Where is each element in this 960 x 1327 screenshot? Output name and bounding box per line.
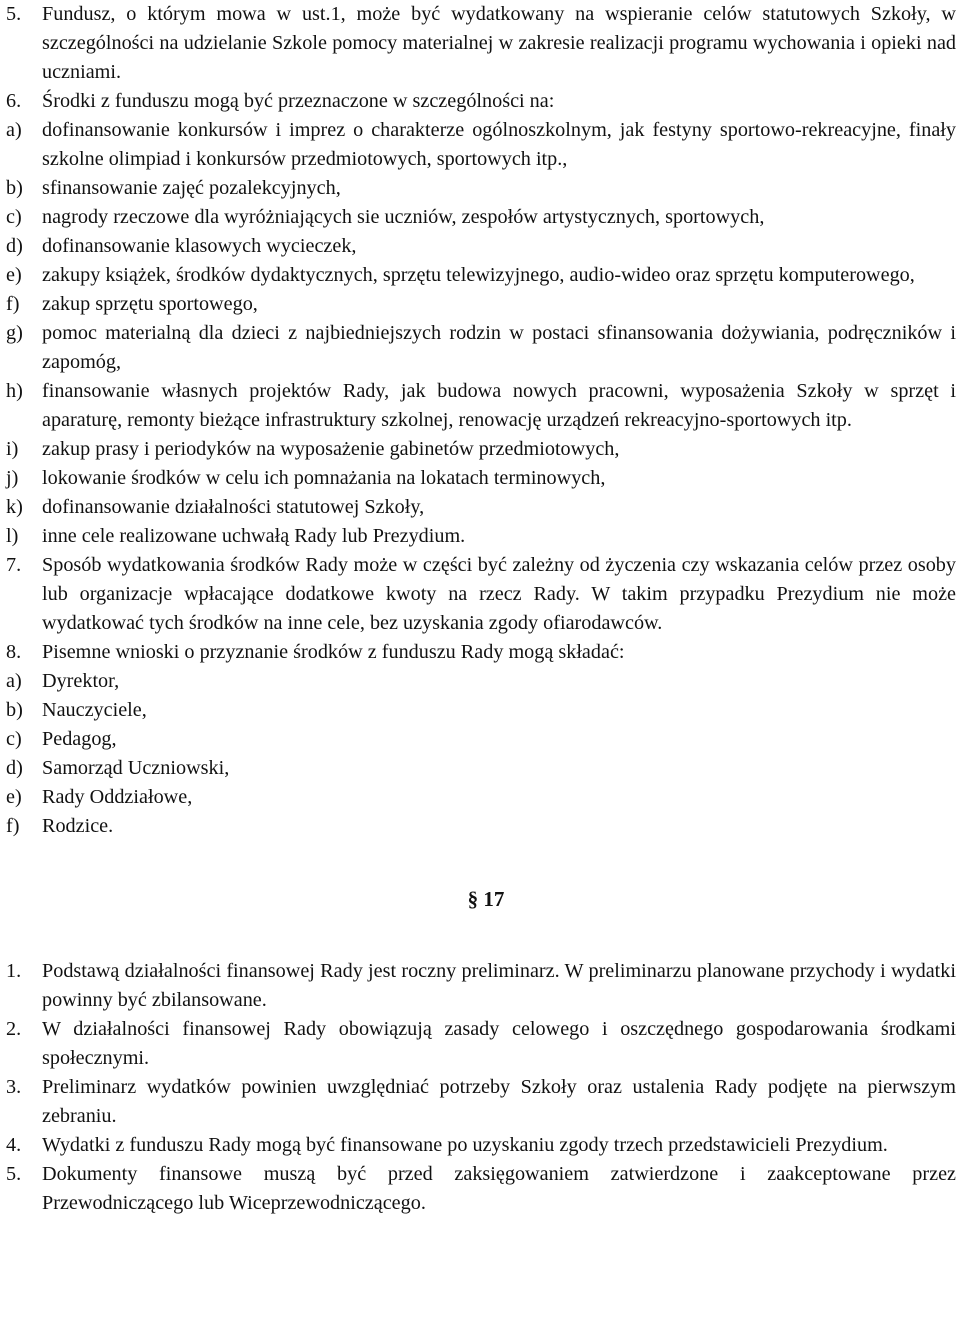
list-item-text: zakup sprzętu sportowego,	[42, 293, 258, 315]
list-item-marker: a)	[6, 670, 22, 692]
list-item-marker: i)	[6, 438, 19, 460]
list-item-text: pomoc materialną dla dzieci z najbiedniejszych rodzin w postaci sfinansowania dożywiania, podręczników i zapomóg,	[42, 322, 956, 373]
list-item	[0, 319, 960, 377]
list-item-text: finansowanie własnych projektów Rady, jak budowa nowych pracowni, wyposażenia Szkoły w sprzęt i aparaturę, remonty bieżące infrastruktury szkolnej, renowację urządzeń rekreacyjno-sportowych itp.	[42, 380, 956, 431]
list-item	[0, 493, 960, 522]
list-item-marker: f)	[6, 815, 20, 837]
list-item-text: dofinansowanie klasowych wycieczek,	[42, 235, 357, 257]
list-item	[0, 812, 960, 841]
list-item	[0, 754, 960, 783]
list-item-marker: g)	[6, 322, 23, 344]
list-item-text: Rodzice.	[42, 815, 114, 837]
list-item	[0, 290, 960, 319]
list-item-text: dofinansowanie konkursów i imprez o charakterze ogólnoszkolnym, jak festyny sportowo-rekreacyjne, finały szkolne olimpiad i konkursów przedmiotowych, sportowych itp.,	[42, 119, 956, 170]
list-item-marker: 2.	[6, 1018, 22, 1040]
list-item-marker: e)	[6, 786, 22, 808]
list-item-marker: b)	[6, 699, 23, 721]
list-item	[0, 1160, 960, 1218]
list-item-text: Pisemne wnioski o przyznanie środków z funduszu Rady mogą składać:	[42, 641, 625, 663]
list-item	[0, 435, 960, 464]
list-item-marker: 1.	[6, 960, 22, 982]
section-heading: § 17	[467, 887, 505, 911]
list-item-text: Nauczyciele,	[42, 699, 147, 721]
list-item	[0, 377, 960, 435]
list-item-marker: 5.	[6, 3, 22, 25]
list-item-marker: 4.	[6, 1134, 22, 1156]
list-item	[0, 725, 960, 754]
list-item-text: Dyrektor,	[42, 670, 120, 692]
list-item	[0, 522, 960, 551]
list-item-text: Pedagog,	[42, 728, 117, 750]
list-item-text: lokowanie środków w celu ich pomnażania na lokatach terminowych,	[42, 467, 606, 489]
list-item	[0, 203, 960, 232]
list-item	[0, 667, 960, 696]
list-item	[0, 232, 960, 261]
list-item	[0, 1131, 960, 1160]
list-item-marker: e)	[6, 264, 22, 286]
list-item-marker: l)	[6, 525, 19, 547]
list-item-text: dofinansowanie działalności statutowej Szkoły,	[42, 496, 425, 518]
list-item	[0, 116, 960, 174]
list-item-text: zakupy książek, środków dydaktycznych, sprzętu telewizyjnego, audio-wideo oraz sprzętu komputerowego,	[42, 264, 915, 286]
list-item-marker: k)	[6, 496, 23, 518]
list-item-text: Preliminarz wydatków powinien uwzględniać potrzeby Szkoły oraz ustalenia Rady podjęte na pierwszym zebraniu.	[42, 1076, 956, 1127]
list-item	[0, 957, 960, 1015]
list-item-marker: c)	[6, 728, 22, 750]
list-item-text: Sposób wydatkowania środków Rady może w części być zależny od życzenia czy wskazania celów przez osoby lub organizacje wpłacające dodatkowe kwoty na rzecz Rady. W takim przypadku Prezydium nie może wydatkować tych środków na inne cele, bez uzyskania zgody ofiarodawców.	[42, 554, 956, 634]
list-item-text: Podstawą działalności finansowej Rady jest roczny preliminarz. W preliminarzu planowane przychody i wydatki powinny być zbilansowane.	[42, 960, 956, 1011]
list-item-marker: d)	[6, 757, 23, 779]
list-item-marker: d)	[6, 235, 23, 257]
list-item-marker: h)	[6, 380, 23, 402]
list-item-marker: 3.	[6, 1076, 22, 1098]
financial-rules-list	[0, 957, 960, 1218]
list-item	[0, 464, 960, 493]
list-item-text: Fundusz, o którym mowa w ust.1, może być wydatkowany na wspieranie celów statutowych Szkoły, w szczególności na udzielanie Szkole pomocy materialnej w zakresie realizacji programu wychowania i opieki nad uczniami.	[42, 3, 956, 83]
list-item-marker: b)	[6, 177, 23, 199]
list-item-marker: 8.	[6, 641, 22, 663]
list-item-marker: 6.	[6, 90, 22, 112]
list-item-text: Samorząd Uczniowski,	[42, 757, 230, 779]
list-item-marker: 5.	[6, 1163, 22, 1185]
list-item	[0, 1073, 960, 1131]
list-item-marker: j)	[6, 467, 19, 489]
list-item-marker: a)	[6, 119, 22, 141]
list-item-text: zakup prasy i periodyków na wyposażenie gabinetów przedmiotowych,	[42, 438, 620, 460]
list-item-marker: f)	[6, 293, 20, 315]
list-item-text: sfinansowanie zajęć pozalekcyjnych,	[42, 177, 341, 199]
list-item	[0, 174, 960, 203]
list-item	[0, 783, 960, 812]
list-item	[0, 0, 960, 87]
list-item	[0, 261, 960, 290]
list-item-text: Środki z funduszu mogą być przeznaczone w szczególności na:	[42, 90, 555, 112]
list-item	[0, 638, 960, 667]
list-item	[0, 551, 960, 638]
list-item-marker: 7.	[6, 554, 22, 576]
list-item-text: Dokumenty finansowe muszą być przed zaksięgowaniem zatwierdzone i zaakceptowane przez Przewodniczącego lub Wiceprzewodniczącego.	[42, 1163, 956, 1214]
list-item-text: W działalności finansowej Rady obowiązują zasady celowego i oszczędnego gospodarowania środkami społecznymi.	[42, 1018, 956, 1069]
list-item-marker: c)	[6, 206, 22, 228]
list-item-text: inne cele realizowane uchwałą Rady lub Prezydium.	[42, 525, 466, 547]
list-item-text: Wydatki z funduszu Rady mogą być finansowane po uzyskaniu zgody trzech przedstawicieli Prezydium.	[42, 1134, 888, 1156]
list-item-text: nagrody rzeczowe dla wyróżniających sie uczniów, zespołów artystycznych, sportowych,	[42, 206, 765, 228]
list-item	[0, 1015, 960, 1073]
list-item	[0, 696, 960, 725]
list-item	[0, 87, 960, 116]
list-item-text: Rady Oddziałowe,	[42, 786, 193, 808]
